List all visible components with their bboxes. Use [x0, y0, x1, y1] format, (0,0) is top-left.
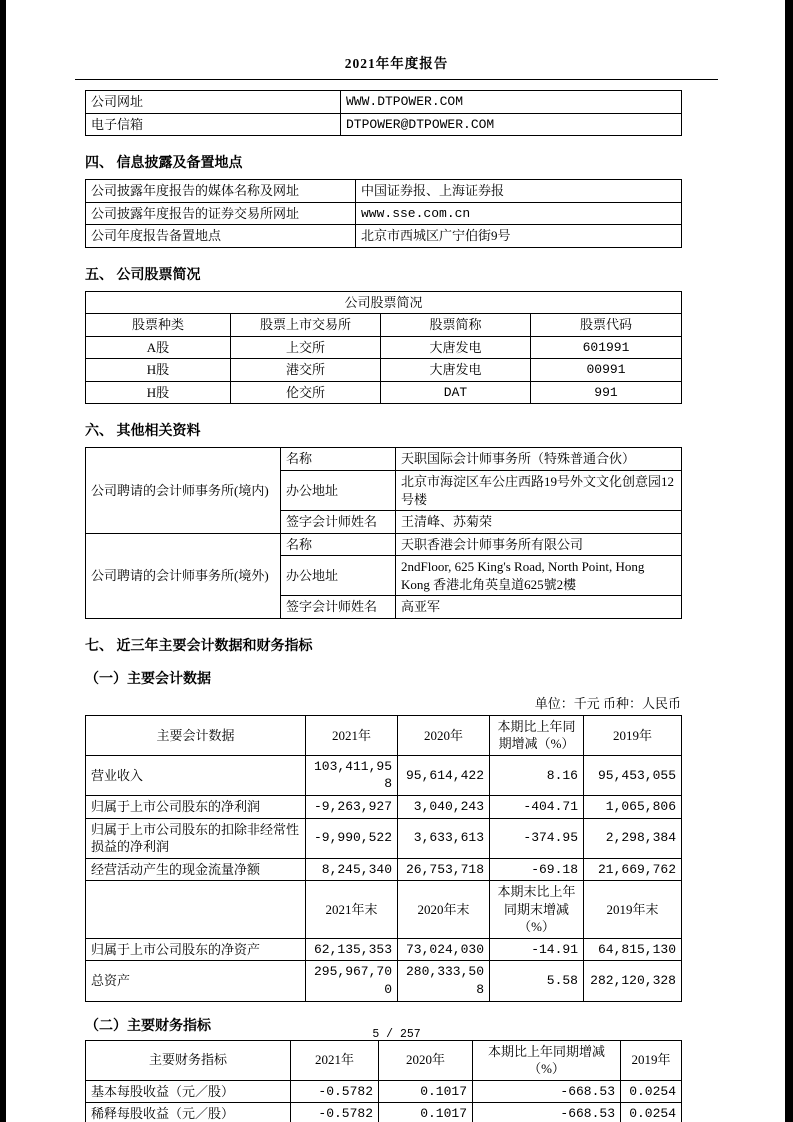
company-website-label: 公司网址: [86, 91, 341, 114]
field-label: 签字会计师姓名: [281, 511, 396, 534]
table-row: [86, 533, 682, 556]
stock-table: [85, 291, 682, 405]
field-value: www.sse.com.cn: [356, 202, 682, 225]
metric-change: -404.71: [490, 796, 584, 819]
table-header-row: [86, 715, 682, 755]
column-header-empty: [86, 881, 306, 939]
metric-value: 62,135,353: [306, 938, 398, 961]
column-header: 本期末比上年同期末增减（%）: [490, 881, 584, 939]
column-header: 股票种类: [86, 314, 231, 337]
table-header-row: [86, 314, 682, 337]
table-row: [86, 381, 682, 404]
field-value: 北京市西城区广宁伯街9号: [356, 225, 682, 248]
column-header: 主要财务指标: [86, 1040, 291, 1080]
metric-value: 26,753,718: [398, 858, 490, 881]
subsection-heading-accounting-data: （一）主要会计数据: [85, 671, 211, 687]
company-website-value: WWW.DTPOWER.COM: [341, 91, 682, 114]
table-row: [86, 796, 682, 819]
metric-label: 经营活动产生的现金流量净额: [86, 858, 306, 881]
report-title: 2021年年度报告: [344, 56, 449, 71]
metric-value: 3,633,613: [398, 818, 490, 858]
field-value: 北京市海淀区车公庄西路19号外文文化创意园12号楼: [396, 471, 682, 511]
page-header: [75, 0, 718, 80]
metric-label: 归属于上市公司股东的净资产: [86, 938, 306, 961]
column-header: 2020年末: [398, 881, 490, 939]
table-row: [86, 961, 682, 1001]
stock-class: H股: [86, 381, 231, 404]
field-label: 办公地址: [281, 556, 396, 596]
metric-change: 5.58: [490, 961, 584, 1001]
metric-label: 归属于上市公司股东的扣除非经常性损益的净利润: [86, 818, 306, 858]
stock-class: H股: [86, 359, 231, 382]
stock-exchange: 伦交所: [231, 381, 381, 404]
company-email-label: 电子信箱: [86, 113, 341, 136]
indicator-change: -668.53: [473, 1103, 621, 1122]
scan-border-right: [785, 0, 793, 1122]
company-email-value: DTPOWER@DTPOWER.COM: [341, 113, 682, 136]
metric-value: 95,614,422: [398, 755, 490, 795]
contact-table: [85, 90, 682, 136]
accountant-group-overseas: 公司聘请的会计师事务所(境外): [86, 533, 281, 618]
metric-value: 95,453,055: [584, 755, 682, 795]
column-header: 本期比上年同期增减（%）: [490, 715, 584, 755]
column-header: 2021年: [291, 1040, 379, 1080]
stock-code: 601991: [531, 336, 682, 359]
column-header: 2021年: [306, 715, 398, 755]
metric-value: -9,263,927: [306, 796, 398, 819]
stock-exchange: 上交所: [231, 336, 381, 359]
field-value: 2ndFloor, 625 King's Road, North Point, Hong Kong 香港北角英皇道625號2樓: [396, 556, 682, 596]
section-heading-stock: 五、 公司股票简况: [85, 267, 201, 283]
metric-label: 营业收入: [86, 755, 306, 795]
metric-value: 295,967,700: [306, 961, 398, 1001]
table-row: [86, 1080, 682, 1103]
disclosure-table: [85, 179, 682, 248]
field-value: 中国证券报、上海证券报: [356, 180, 682, 203]
accounting-data-table: [85, 715, 682, 1002]
metric-value: 1,065,806: [584, 796, 682, 819]
indicator-value: 0.1017: [379, 1103, 473, 1122]
section-heading-disclosure: 四、 信息披露及备置地点: [85, 156, 243, 172]
stock-short-name: 大唐发电: [381, 359, 531, 382]
indicator-label: 稀释每股收益（元／股）: [86, 1103, 291, 1122]
table-mid-header-row: [86, 881, 682, 939]
metric-label: 总资产: [86, 961, 306, 1001]
table-row: [86, 359, 682, 382]
field-value: 高亚军: [396, 596, 682, 619]
page-number: 5 / 257: [372, 1028, 421, 1041]
field-label: 名称: [281, 533, 396, 556]
table-row: [86, 755, 682, 795]
metric-value: 73,024,030: [398, 938, 490, 961]
field-label: 公司年度报告备置地点: [86, 225, 356, 248]
metric-value: 103,411,958: [306, 755, 398, 795]
metric-value: 3,040,243: [398, 796, 490, 819]
field-value: 天职香港会计师事务所有限公司: [396, 533, 682, 556]
indicator-value: -0.5782: [291, 1080, 379, 1103]
indicator-change: -668.53: [473, 1080, 621, 1103]
unit-note: 单位：千元 币种：人民币: [534, 695, 681, 711]
metric-value: 8,245,340: [306, 858, 398, 881]
stock-code: 00991: [531, 359, 682, 382]
stock-table-title: 公司股票简况: [86, 291, 682, 314]
column-header: 2020年: [379, 1040, 473, 1080]
metric-change: 8.16: [490, 755, 584, 795]
field-value: 天职国际会计师事务所（特殊普通合伙）: [396, 448, 682, 471]
field-label: 签字会计师姓名: [281, 596, 396, 619]
field-label: 公司披露年度报告的证券交易所网址: [86, 202, 356, 225]
accountant-table: [85, 447, 682, 618]
scan-border-left: [0, 0, 6, 1122]
metric-change: -374.95: [490, 818, 584, 858]
table-row: [86, 1103, 682, 1122]
metric-label: 归属于上市公司股东的净利润: [86, 796, 306, 819]
table-row: [86, 225, 682, 248]
stock-code: 991: [531, 381, 682, 404]
table-row: [86, 91, 682, 114]
table-row: [86, 448, 682, 471]
section-heading-other-info: 六、 其他相关资料: [85, 424, 201, 440]
metric-value: 280,333,508: [398, 961, 490, 1001]
column-header: 2019年: [621, 1040, 682, 1080]
column-header: 股票上市交易所: [231, 314, 381, 337]
field-label: 公司披露年度报告的媒体名称及网址: [86, 180, 356, 203]
stock-exchange: 港交所: [231, 359, 381, 382]
table-row: [86, 938, 682, 961]
accountant-group-domestic: 公司聘请的会计师事务所(境内): [86, 448, 281, 533]
metric-value: 2,298,384: [584, 818, 682, 858]
field-value: 王清峰、苏菊荣: [396, 511, 682, 534]
table-row: [86, 202, 682, 225]
column-header: 主要会计数据: [86, 715, 306, 755]
page-content: [85, 90, 681, 1122]
table-row: [86, 818, 682, 858]
column-header: 2019年: [584, 715, 682, 755]
subsection-heading-financial-indicators: （二）主要财务指标: [85, 1018, 211, 1034]
indicator-value: 0.0254: [621, 1103, 682, 1122]
column-header: 2021年末: [306, 881, 398, 939]
financial-indicator-table: [85, 1040, 682, 1122]
indicator-label: 基本每股收益（元／股）: [86, 1080, 291, 1103]
metric-value: 282,120,328: [584, 961, 682, 1001]
table-row: [86, 858, 682, 881]
column-header: 2019年末: [584, 881, 682, 939]
stock-class: A股: [86, 336, 231, 359]
column-header: 股票代码: [531, 314, 682, 337]
stock-short-name: 大唐发电: [381, 336, 531, 359]
indicator-value: 0.1017: [379, 1080, 473, 1103]
metric-value: 21,669,762: [584, 858, 682, 881]
indicator-value: -0.5782: [291, 1103, 379, 1122]
indicator-value: 0.0254: [621, 1080, 682, 1103]
metric-value: 64,815,130: [584, 938, 682, 961]
metric-change: -14.91: [490, 938, 584, 961]
column-header: 本期比上年同期增减（%）: [473, 1040, 621, 1080]
stock-short-name: DAT: [381, 381, 531, 404]
column-header: 股票简称: [381, 314, 531, 337]
section-heading-key-figures: 七、 近三年主要会计数据和财务指标: [85, 638, 313, 654]
table-row: [86, 180, 682, 203]
table-title-row: [86, 291, 682, 314]
field-label: 办公地址: [281, 471, 396, 511]
table-row: [86, 113, 682, 136]
table-row: [86, 336, 682, 359]
column-header: 2020年: [398, 715, 490, 755]
metric-value: -9,990,522: [306, 818, 398, 858]
metric-change: -69.18: [490, 858, 584, 881]
table-header-row: [86, 1040, 682, 1080]
field-label: 名称: [281, 448, 396, 471]
